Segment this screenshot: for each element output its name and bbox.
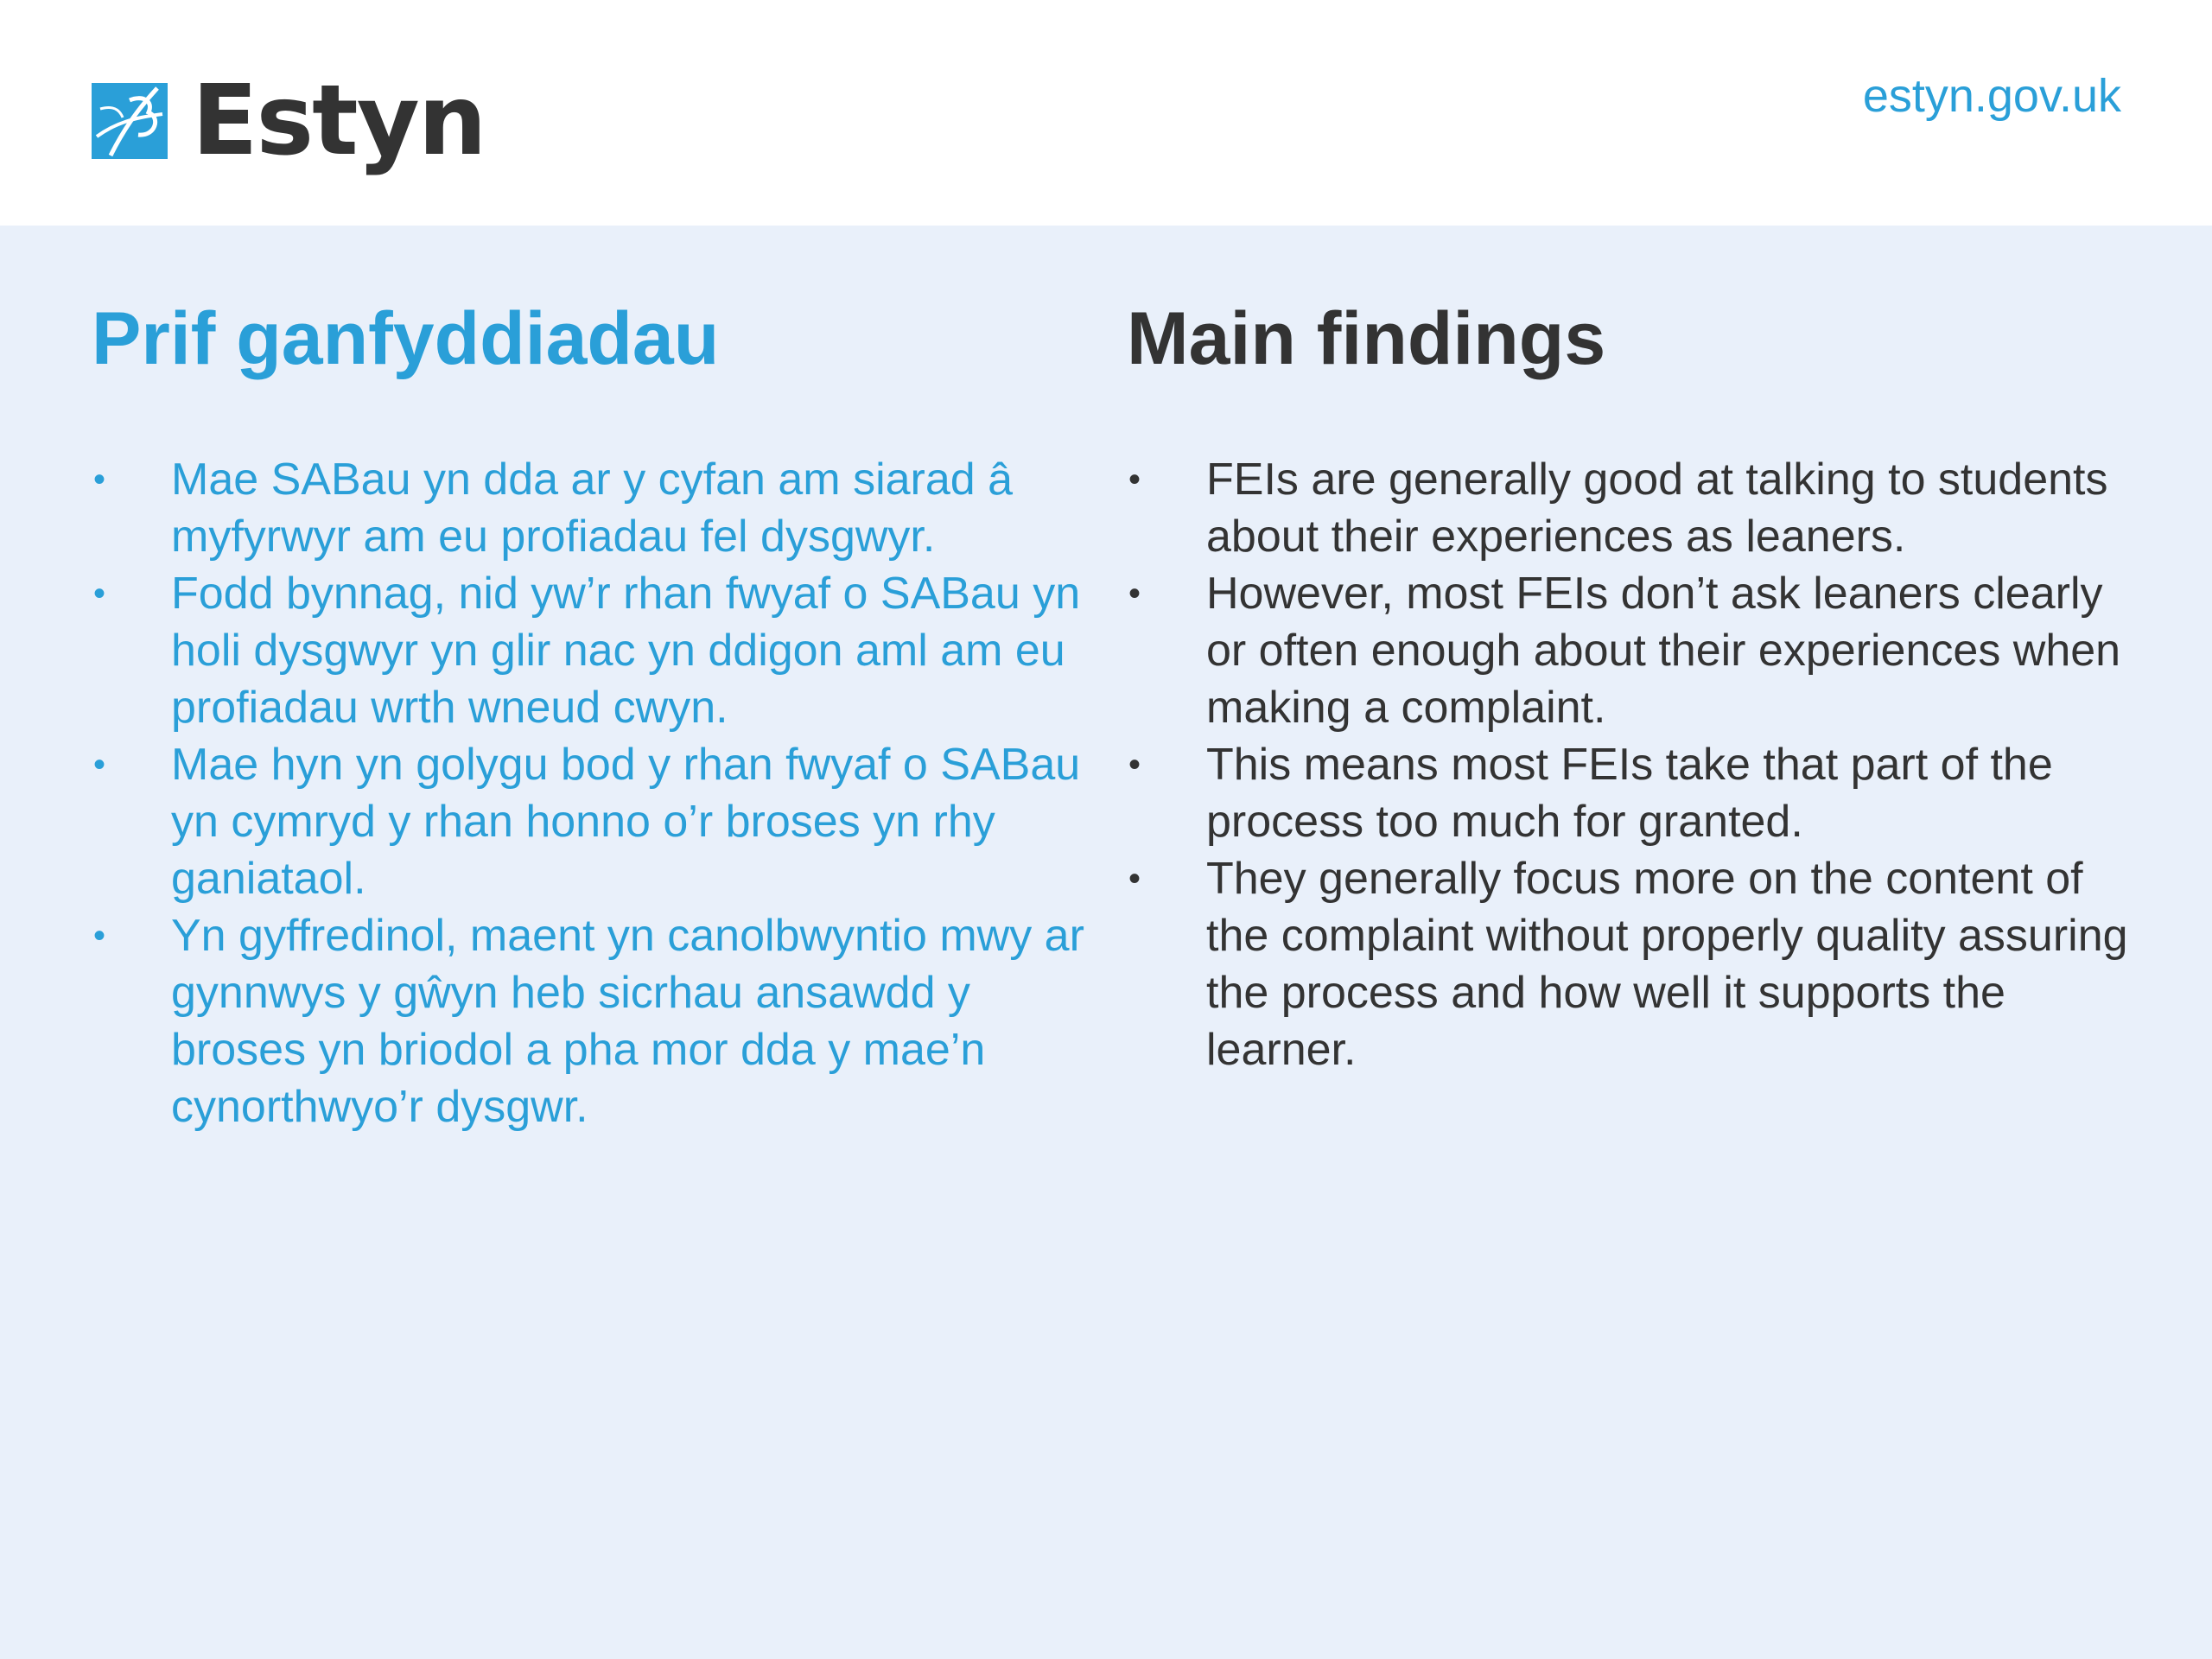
list-item: [92, 565, 1085, 736]
bullet-icon: •: [1128, 746, 1141, 784]
bullet-icon: •: [93, 917, 106, 955]
list-item: [1127, 850, 2146, 1078]
welsh-title: Prif ganfyddiadau: [92, 297, 720, 380]
list-item: [1127, 565, 2146, 736]
list-item-text: FEIs are generally good at talking to students about their experiences as leaners.: [1206, 454, 2108, 562]
english-title: Main findings: [1127, 297, 1606, 380]
estyn-logo[interactable]: [92, 65, 486, 177]
welsh-column: [92, 296, 1085, 1132]
page-header: [0, 0, 2212, 226]
bullet-icon: •: [93, 575, 106, 613]
list-item: [92, 907, 1085, 1135]
english-column: [1127, 296, 2146, 1075]
list-item: [92, 451, 1085, 565]
list-item: [92, 736, 1085, 907]
bullet-icon: •: [1128, 575, 1141, 613]
welsh-findings-list: [92, 451, 1085, 1135]
bullet-icon: •: [1128, 860, 1141, 898]
list-item-text: This means most FEIs take that part of the process too much for granted.: [1206, 740, 2053, 847]
list-item-text: Fodd bynnag, nid yw’r rhan fwyaf o SABau yn holi dysgwyr yn glir nac yn ddigon aml am eu profiadau wrth wneud cwyn.: [171, 569, 1081, 733]
list-item-text: Yn gyffredinol, maent yn canolbwyntio mwy ar gynnwys y gŵyn heb sicrhau ansawdd y broses yn briodol a pha mor dda y mae’n cynorthwyo’r dysgwr.: [171, 911, 1084, 1132]
english-findings-list: [1127, 451, 2146, 1078]
list-item: [1127, 736, 2146, 850]
bullet-icon: •: [93, 746, 106, 784]
bullet-icon: •: [93, 461, 106, 499]
bullet-icon: •: [1128, 461, 1141, 499]
list-item-text: They generally focus more on the content of the complaint without properly quality assuring the process and how well it supports the learner.: [1206, 854, 2128, 1075]
list-item-text: Mae hyn yn golygu bod y rhan fwyaf o SABau yn cymryd y rhan honno o’r broses yn rhy ganiataol.: [171, 740, 1081, 904]
list-item: [1127, 451, 2146, 565]
estyn-logo-icon: [92, 83, 168, 159]
site-url-link[interactable]: estyn.gov.uk: [1862, 70, 2121, 122]
list-item-text: However, most FEIs don’t ask leaners clearly or often enough about their experiences when making a complaint.: [1206, 569, 2121, 733]
logo-text: Estyn: [192, 65, 486, 177]
list-item-text: Mae SABau yn dda ar y cyfan am siarad â myfyrwyr am eu profiadau fel dysgwyr.: [171, 454, 1014, 562]
